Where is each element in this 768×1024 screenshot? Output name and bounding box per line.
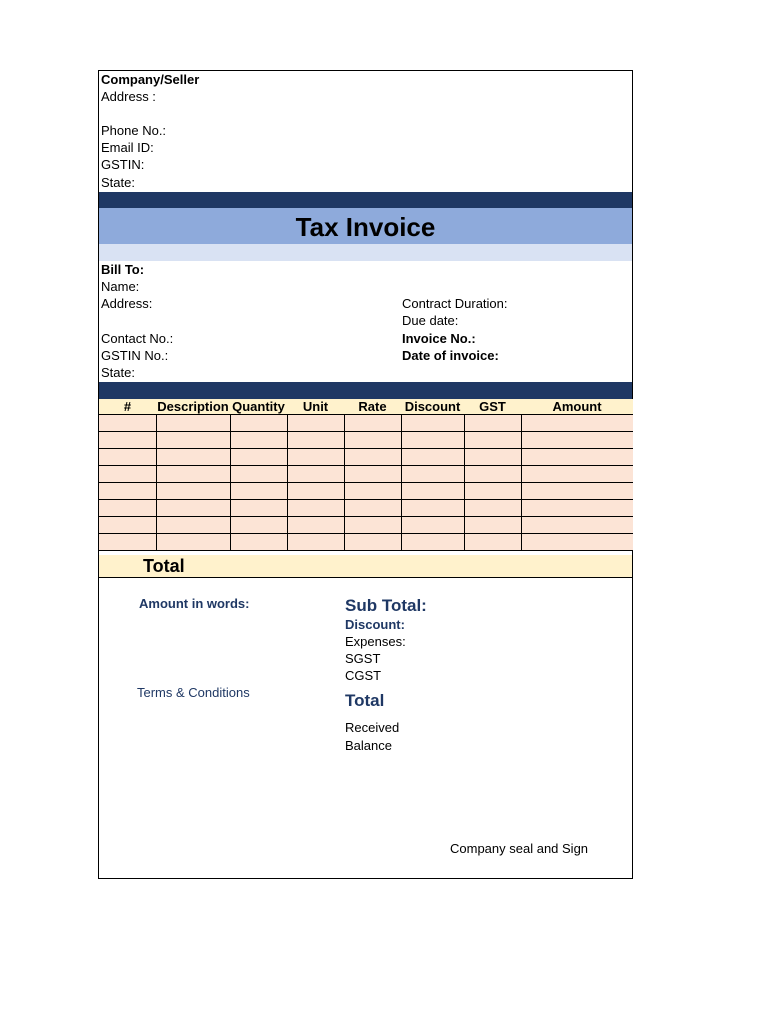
table-cell[interactable]: [344, 500, 401, 517]
table-cell[interactable]: [99, 517, 156, 534]
seller-email-label: Email ID:: [101, 140, 154, 155]
table-cell[interactable]: [401, 483, 464, 500]
sub-total-label: Sub Total:: [345, 596, 427, 615]
column-header: Unit: [287, 399, 344, 415]
table-row: [99, 432, 633, 449]
column-header: Rate: [344, 399, 401, 415]
column-header: Description: [157, 399, 229, 414]
table-cell[interactable]: [344, 432, 401, 449]
column-header: Amount: [521, 399, 633, 415]
table-cell[interactable]: [99, 449, 156, 466]
table-cell[interactable]: [344, 517, 401, 534]
table-cell[interactable]: [464, 449, 521, 466]
contract-duration-label: Contract Duration:: [402, 296, 508, 311]
table-cell[interactable]: [156, 500, 230, 517]
invoice-sheet: [98, 70, 633, 879]
signature-label: Company seal and Sign: [450, 841, 589, 856]
bill-to-address-label: Address:: [101, 296, 153, 311]
header-band-light: [99, 244, 632, 261]
items-total-label: Total: [143, 556, 185, 576]
seller-address-label: Address :: [101, 89, 156, 104]
table-cell[interactable]: [464, 500, 521, 517]
table-cell[interactable]: [344, 415, 401, 432]
bill-to-name-label: Name:: [101, 279, 140, 294]
expenses-label: Expenses:: [345, 634, 406, 649]
table-cell[interactable]: [156, 466, 230, 483]
table-cell[interactable]: [464, 415, 521, 432]
table-cell[interactable]: [156, 534, 230, 551]
column-header: GST: [464, 399, 521, 415]
table-cell[interactable]: [521, 432, 633, 449]
table-cell[interactable]: [99, 500, 156, 517]
seller-company-label: Company/Seller: [101, 72, 200, 87]
table-cell[interactable]: [99, 466, 156, 483]
table-cell[interactable]: [401, 415, 464, 432]
table-row: [99, 415, 633, 432]
table-cell[interactable]: [230, 449, 287, 466]
table-cell[interactable]: [344, 449, 401, 466]
table-cell[interactable]: [521, 483, 633, 500]
table-cell[interactable]: [521, 534, 633, 551]
table-cell[interactable]: [230, 415, 287, 432]
column-header: Discount: [401, 399, 464, 415]
table-cell[interactable]: [521, 500, 633, 517]
table-cell[interactable]: [464, 466, 521, 483]
items-total-row: [99, 555, 632, 578]
table-row: [99, 517, 633, 534]
cgst-label: CGST: [345, 668, 382, 683]
terms-conditions-label: Terms & Conditions: [137, 685, 250, 700]
table-row: [99, 534, 633, 551]
table-cell[interactable]: [401, 432, 464, 449]
table-cell[interactable]: [99, 483, 156, 500]
table-cell[interactable]: [230, 534, 287, 551]
table-cell[interactable]: [156, 415, 230, 432]
table-row: [99, 449, 633, 466]
table-cell[interactable]: [287, 483, 344, 500]
table-cell[interactable]: [401, 517, 464, 534]
invoice-date-label: Date of invoice:: [402, 348, 499, 363]
table-cell[interactable]: [401, 534, 464, 551]
table-cell[interactable]: [464, 534, 521, 551]
seller-gstin-label: GSTIN:: [101, 157, 145, 172]
table-cell[interactable]: [401, 500, 464, 517]
header-band-dark: [99, 192, 632, 208]
balance-label: Balance: [345, 738, 392, 753]
table-cell[interactable]: [287, 534, 344, 551]
bill-to-state-label: State:: [101, 365, 135, 380]
table-cell[interactable]: [287, 517, 344, 534]
table-cell[interactable]: [287, 432, 344, 449]
table-cell[interactable]: [521, 415, 633, 432]
table-row: [99, 466, 633, 483]
table-cell[interactable]: [287, 415, 344, 432]
table-cell[interactable]: [287, 449, 344, 466]
column-header: #: [99, 399, 156, 415]
seller-state-label: State:: [101, 175, 135, 190]
received-label: Received: [345, 720, 400, 735]
table-cell[interactable]: [230, 500, 287, 517]
items-header-row: [99, 399, 633, 415]
table-cell[interactable]: [156, 432, 230, 449]
amount-in-words-label: Amount in words:: [139, 596, 250, 611]
discount-label: Discount:: [345, 617, 405, 632]
table-cell[interactable]: [99, 534, 156, 551]
table-cell[interactable]: [344, 534, 401, 551]
grand-total-label: Total: [345, 691, 385, 710]
table-cell[interactable]: [521, 449, 633, 466]
table-cell[interactable]: [521, 466, 633, 483]
table-cell[interactable]: [99, 415, 156, 432]
sgst-label: SGST: [345, 651, 381, 666]
table-cell[interactable]: [464, 517, 521, 534]
invoice-title: Tax Invoice: [295, 212, 436, 242]
table-row: [99, 500, 633, 517]
table-cell[interactable]: [344, 483, 401, 500]
table-cell[interactable]: [230, 466, 287, 483]
table-cell[interactable]: [156, 517, 230, 534]
table-cell[interactable]: [156, 483, 230, 500]
items-body: [99, 415, 633, 551]
table-cell[interactable]: [287, 466, 344, 483]
bill-to-gstin-label: GSTIN No.:: [101, 348, 169, 363]
table-row: [99, 483, 633, 500]
table-cell[interactable]: [99, 432, 156, 449]
bill-to-heading: Bill To:: [101, 262, 145, 277]
table-cell[interactable]: [287, 500, 344, 517]
column-header: Quantity: [230, 399, 287, 415]
items-table: [99, 399, 633, 551]
table-band-dark: [99, 382, 632, 399]
table-cell[interactable]: [230, 483, 287, 500]
table-cell[interactable]: [230, 517, 287, 534]
table-cell[interactable]: [521, 517, 633, 534]
table-cell[interactable]: [156, 449, 230, 466]
table-cell[interactable]: [464, 483, 521, 500]
seller-phone-label: Phone No.:: [101, 123, 167, 138]
invoice-number-label: Invoice No.:: [402, 331, 476, 346]
table-cell[interactable]: [464, 432, 521, 449]
table-cell[interactable]: [344, 466, 401, 483]
table-cell[interactable]: [230, 432, 287, 449]
table-cell[interactable]: [401, 466, 464, 483]
table-cell[interactable]: [401, 449, 464, 466]
due-date-label: Due date:: [402, 313, 459, 328]
bill-to-contact-label: Contact No.:: [101, 331, 174, 346]
